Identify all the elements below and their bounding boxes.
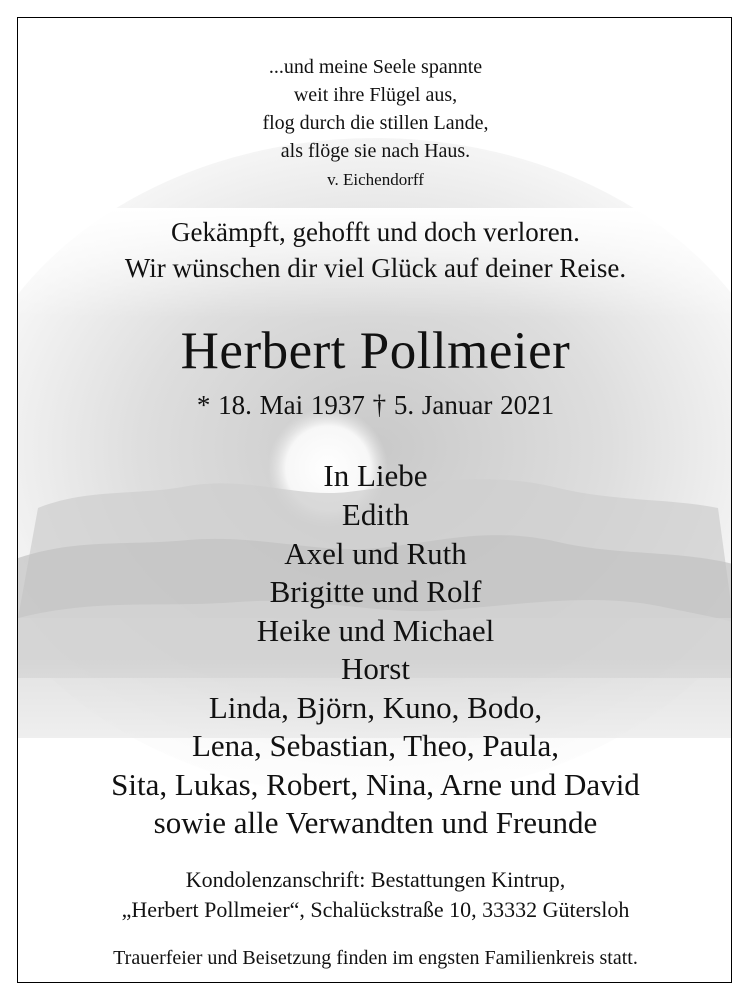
mourner-line: Horst <box>341 651 410 686</box>
obituary-frame <box>17 17 732 983</box>
funeral-notice: Trauerfeier und Beisetzung finden im engsten Familienkreis statt. <box>113 947 638 969</box>
poem-line: weit ihre Flügel aus, <box>293 84 458 106</box>
mourner-line: Edith <box>341 497 410 532</box>
mourner-line: Sita, Lukas, Robert, Nina, Arne und David <box>111 767 640 802</box>
poem-line: flog durch die stillen Lande, <box>262 112 489 134</box>
poem-line: ...und meine Seele spannte <box>268 56 483 78</box>
motto-line: Wir wünschen dir viel Glück auf deiner Reise. <box>124 253 627 283</box>
mourner-line: Axel und Ruth <box>284 536 467 571</box>
life-dates: * 18. Mai 1937 † 5. Januar 2021 <box>196 390 555 420</box>
mourner-line: Lena, Sebastian, Theo, Paula, <box>191 728 560 763</box>
mourner-line: Linda, Björn, Kuno, Bodo, <box>208 690 543 725</box>
poem-author: v. Eichendorff <box>327 170 424 189</box>
poem-line: als flöge sie nach Haus. <box>280 140 471 162</box>
mourner-line: sowie alle Verwandten und Freunde <box>153 805 598 840</box>
mourner-line: In Liebe <box>323 458 428 493</box>
mourner-line: Brigitte und Rolf <box>269 574 482 609</box>
condolence-address-line: Kondolenzanschrift: Bestattungen Kintrup, <box>185 867 566 892</box>
condolence-address-line: „Herbert Pollmeier“, Schalückstraße 10, 33332 Gütersloh <box>121 897 630 922</box>
mourner-line: Heike und Michael <box>256 613 495 648</box>
deceased-name: Herbert Pollmeier <box>180 322 571 380</box>
motto-line: Gekämpft, gehofft und doch verloren. <box>171 217 580 247</box>
